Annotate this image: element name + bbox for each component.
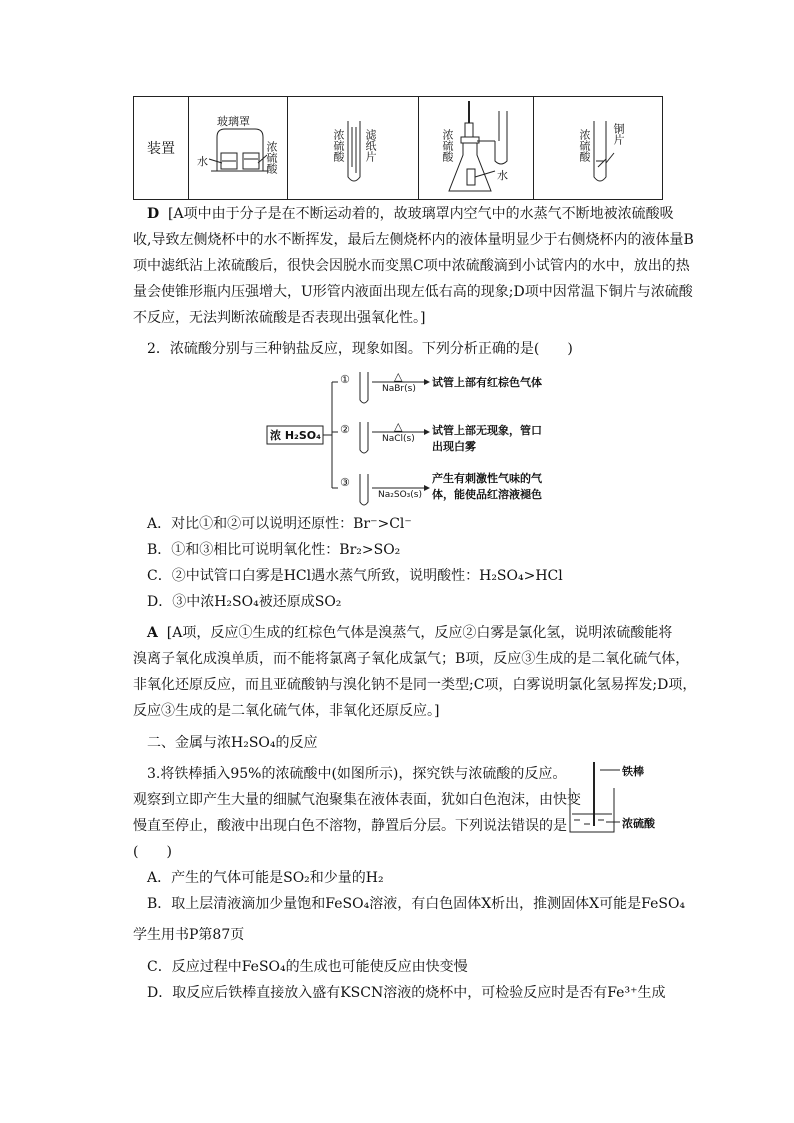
test-tube-drawing-b bbox=[288, 97, 418, 199]
row3-result-2: 体，能使品红溶液褪色 bbox=[432, 488, 542, 501]
filter-paper-label: 滤纸片 bbox=[364, 128, 377, 162]
reaction-diagram bbox=[266, 370, 566, 510]
row3-num: ③ bbox=[340, 476, 350, 489]
q3-line-1: 3.将铁棒插入95%的浓硫酸中(如图所示)，探究铁与浓硫酸的反应。 bbox=[147, 766, 567, 782]
answer1-line-3: 项中滤纸沾上浓硫酸后，很快会因脱水而变黑C项中浓硫酸滴到小试管内的水中，放出的热 bbox=[133, 258, 690, 274]
acid-label-d: 浓硫酸 bbox=[578, 128, 591, 162]
acid-label-b: 浓硫酸 bbox=[332, 128, 345, 162]
section-heading: 二、金属与浓H₂SO₄的反应 bbox=[147, 735, 318, 751]
apparatus-header-cell bbox=[134, 97, 189, 200]
copper-label: 铜片 bbox=[612, 123, 625, 145]
apparatus-cell-c bbox=[419, 97, 534, 200]
row3-result-1: 产生有刺激性气味的气 bbox=[432, 472, 542, 485]
q3-line-3: 慢直至停止，酸液中出现白色不溶物，静置后分层。下列说法错误的是 bbox=[133, 818, 567, 834]
row2-salt: NaCl(s) bbox=[382, 434, 415, 444]
answer1-line-1: D [A项中由于分子是在不断运动着的，故玻璃罩内空气中的水蒸气不断地被浓硫酸吸 bbox=[147, 206, 674, 222]
row2-num: ② bbox=[340, 423, 350, 436]
acid-label-c: 浓硫酸 bbox=[441, 128, 454, 162]
answer1-letter: D bbox=[147, 206, 160, 222]
water-label: 水 bbox=[197, 155, 208, 168]
answer2-line-2: 溴离子氧化成溴单质，而不能将氯离子氧化成氯气；B项，反应③生成的是二氧化硫气体， bbox=[133, 651, 690, 667]
answer1-line-4: 量会使锥形瓶内压强增大，U形管内液面出现左低右高的现象;D项中因常温下铜片与浓硫酸 bbox=[133, 284, 693, 300]
iron-rod-figure bbox=[560, 760, 670, 840]
apparatus-cell-a bbox=[189, 97, 288, 200]
flask-drawing bbox=[419, 97, 533, 199]
row2-result-2: 出现白雾 bbox=[432, 440, 476, 453]
q3-option-c: C．反应过程中FeSO₄的生成也可能使反应由快变慢 bbox=[147, 959, 468, 975]
row3-salt: Na₂SO₃(s) bbox=[378, 490, 422, 500]
apparatus-cell-b bbox=[288, 97, 419, 200]
q2-option-a: A．对比①和②可以说明还原性：Br⁻>Cl⁻ bbox=[147, 516, 412, 532]
q2-option-b: B．①和③相比可说明氧化性：Br₂>SO₂ bbox=[147, 542, 401, 558]
bell-jar-label: 玻璃罩 bbox=[217, 115, 250, 128]
answer2-letter: A bbox=[147, 625, 158, 641]
row1-salt: NaBr(s) bbox=[382, 384, 416, 394]
q3-line-2: 观察到立即产生大量的细腻气泡聚集在液体表面，犹如白色泡沫，由快变 bbox=[133, 792, 581, 808]
answer2-line-4: 反应③生成的是二氧化硫气体，非氧化还原反应。] bbox=[133, 703, 440, 719]
row1-num: ① bbox=[340, 373, 350, 386]
page-reference: 学生用书P第87页 bbox=[133, 927, 245, 943]
row1-result: 试管上部有红棕色气体 bbox=[432, 376, 542, 389]
acid-label-fig: 浓硫酸 bbox=[622, 817, 655, 830]
answer1-line-5: 不反应，无法判断浓硫酸是否表现出强氧化性。] bbox=[133, 310, 426, 326]
apparatus-cell-d bbox=[534, 97, 663, 200]
q3-option-b: B．取上层清液滴加少量饱和FeSO₄溶液，有白色固体X析出，推测固体X可能是FeSO₄ bbox=[147, 896, 686, 912]
q2-stem: 2．浓硫酸分别与三种钠盐反应，现象如图。下列分析正确的是( ) bbox=[147, 341, 573, 357]
q3-option-d: D．取反应后铁棒直接放入盛有KSCN溶液的烧杯中，可检验反应时是否有Fe³⁺生成 bbox=[147, 985, 666, 1001]
reagent-label: 浓 H₂SO₄ bbox=[270, 429, 321, 442]
q3-line-4: ( ) bbox=[133, 844, 172, 860]
iron-rod-label: 铁棒 bbox=[622, 765, 644, 778]
row2-cond: △ bbox=[394, 420, 403, 433]
q2-option-c: C．②中试管口白雾是HCl遇水蒸气所致，说明酸性：H₂SO₄>HCl bbox=[147, 568, 563, 584]
bell-jar-drawing bbox=[189, 97, 287, 199]
answer1-line-2: 收,导致左侧烧杯中的水不断挥发，最后左侧烧杯内的液体量明显少于右侧烧杯内的液体量B bbox=[133, 232, 694, 248]
answer2-line-3: 非氧化还原反应，而且亚硫酸钠与溴化钠不是同一类型;C项，白雾说明氯化氢易挥发;D项， bbox=[133, 677, 697, 693]
q2-option-d: D．③中浓H₂SO₄被还原成SO₂ bbox=[147, 594, 342, 610]
answer2-line-1: A [A项，反应①生成的红棕色气体是溴蒸气，反应②白雾是氯化氢，说明浓硫酸能将 bbox=[147, 625, 673, 641]
row2-result-1: 试管上部无现象，管口 bbox=[432, 424, 542, 437]
test-tube-drawing-d bbox=[534, 97, 662, 199]
acid-label-a: 浓硫酸 bbox=[265, 140, 278, 174]
row1-cond: △ bbox=[394, 370, 403, 383]
q3-option-a: A．产生的气体可能是SO₂和少量的H₂ bbox=[147, 870, 384, 886]
apparatus-table bbox=[133, 96, 663, 200]
water-label-c: 水 bbox=[497, 169, 508, 182]
apparatus-header: 装置 bbox=[147, 141, 175, 157]
